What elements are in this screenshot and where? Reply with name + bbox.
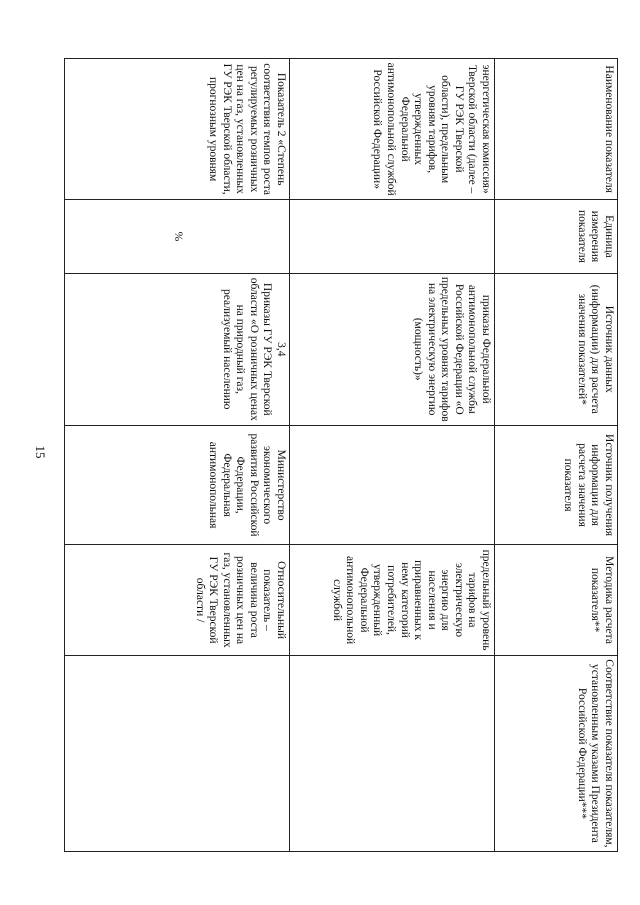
cell-compliance: [65, 655, 290, 851]
rotated-table-container: [72, 58, 618, 852]
cell-info-source: Министерство экономического развития Российской Федерации, Федеральная антимонопольная: [65, 425, 290, 544]
cell-method: Относительный показатель – величина роста розничных цен на газ, установленных ГУ РЭК Тверской области /: [65, 545, 290, 656]
cell-data-source-text: Приказы ГУ РЭК Тверской области «О розничных ценах на природный газ, реализуемый населению: [220, 277, 274, 421]
cell-compliance: [290, 655, 495, 851]
cell-name: Показатель 2 «Степень соответствия темпов роста регулируемых розничных цен на газ, установленных ГУ РЭК Тверской области, прогнозным уровням: [65, 59, 290, 200]
header-data-source: Источник данных (информации) для расчета значения показателей*: [495, 273, 618, 425]
cell-data-source: [65, 273, 290, 425]
cell-data-source-text: приказы Федеральной антимонопольной службы Российской Федерации «О предельных уровнях тарифов на электрическую энергию (мощность)»: [412, 276, 492, 422]
table-row: [65, 59, 290, 852]
header-indicator-name: Наименование показателя: [495, 59, 618, 200]
cell-unit: [290, 200, 495, 273]
cell-method: предельный уровень тарифов на электрическую энергию для населения и приравненных к нему категорий потребителей, утвержденный Федеральной антимонопольной службой: [290, 545, 495, 656]
header-info-source: Источник получения информации для расчета значения показателя: [495, 425, 618, 544]
page-number: 15: [33, 445, 48, 459]
cell-source-code: 3,4: [275, 342, 287, 357]
header-unit: Единица измерения показателя: [495, 200, 618, 273]
indicator-table: [64, 58, 618, 852]
header-compliance: Соответствие показателя показателям, установленным указами Президента Российской Федерации***: [495, 655, 618, 851]
cell-unit: %: [65, 200, 290, 273]
table-header-row: [495, 59, 618, 852]
cell-data-source: [290, 273, 495, 425]
cell-info-source: [290, 425, 495, 544]
table-row: [290, 59, 495, 852]
header-method: Методика расчета показателя**: [495, 545, 618, 656]
cell-name: энергетическая комиссия» Тверской области (далее – ГУ РЭК Тверской области), предельным уровням тарифов, утвержденных Федеральной антимонопольной службой Российской Федерации»: [290, 59, 495, 200]
